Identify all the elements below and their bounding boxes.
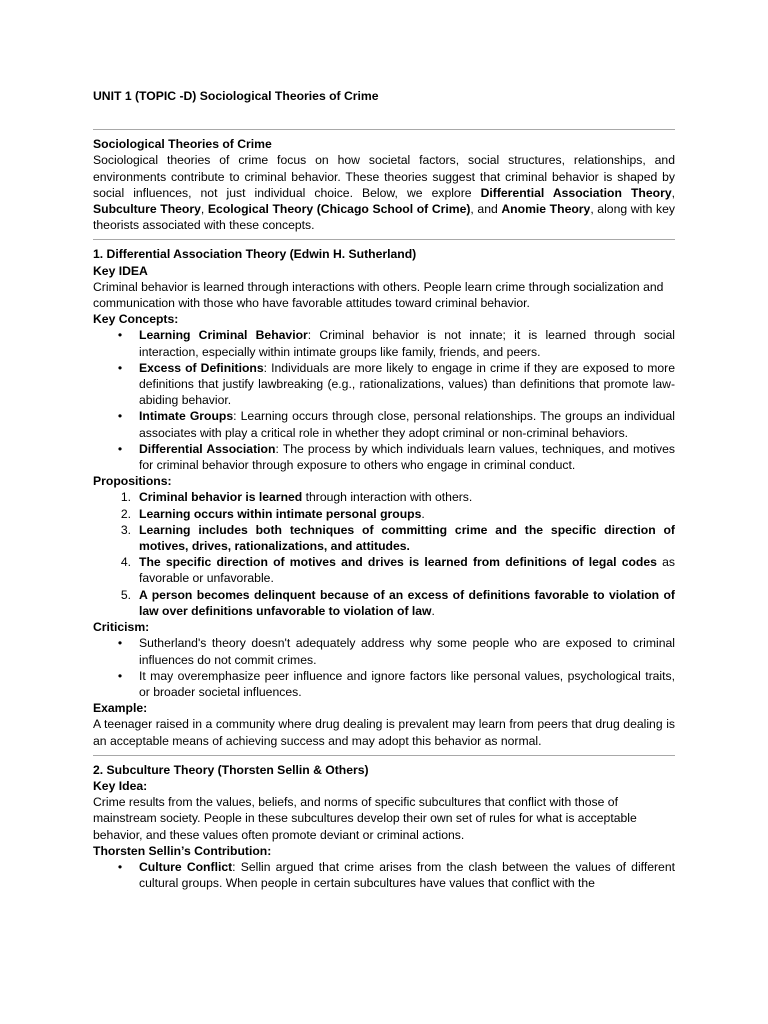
list-item <box>93 441 675 473</box>
definition: : Sellin argued that crime arises from the clash between the values of different cultural groups. When people in certain subcultures have values that conflict with the <box>139 859 675 891</box>
proposition-bold: A person becomes delinquent because of an excess of definitions favorable to violation of law over definitions unfavorable to violation of law <box>139 587 675 618</box>
propositions-label: Propositions: <box>93 474 172 489</box>
criticism-text: It may overemphasize peer influence and ignore factors like personal values, psychological traits, or broader societal influences. <box>139 668 675 699</box>
propositions-list <box>93 489 675 619</box>
key-concepts-list <box>93 327 675 473</box>
list-item <box>93 327 675 359</box>
item-number: 5. <box>120 587 131 602</box>
document-page <box>93 88 675 897</box>
proposition-rest: . <box>421 506 425 521</box>
bullet-icon: • <box>117 668 123 683</box>
definition: : The process by which individuals learn values, techniques, and motives for criminal behavior through exposure to others who engage in criminal conduct. <box>139 441 675 473</box>
item-number: 1. <box>120 490 131 505</box>
intro-section <box>93 130 675 239</box>
term: Excess of Definitions <box>139 360 264 375</box>
bullet-icon: • <box>117 409 123 424</box>
list-item <box>93 408 675 440</box>
list-item <box>93 522 675 554</box>
item-number: 2. <box>120 506 131 521</box>
intro-heading: Sociological Theories of Crime <box>93 137 272 152</box>
bullet-icon: • <box>117 328 123 343</box>
intro-paragraph <box>93 152 675 233</box>
term: Differential Association <box>139 441 276 456</box>
example-text: A teenager raised in a community where drug dealing is prevalent may learn from peers that drug dealing is an acceptable means of achieving success and may adopt this behavior as normal. <box>93 717 675 748</box>
criticism-text: Sutherland's theory doesn't adequately address why some people who are exposed to criminal influences do not commit crimes. <box>139 636 675 667</box>
document-title: UNIT 1 (TOPIC -D) Sociological Theories of Crime <box>93 89 379 103</box>
contribution-list <box>93 859 675 891</box>
list-item <box>93 587 675 619</box>
bullet-icon: • <box>117 360 123 375</box>
term: Learning Criminal Behavior <box>139 328 308 343</box>
proposition-rest: as favorable or unfavorable. <box>139 555 675 586</box>
definition: : Individuals are more likely to engage in crime if they are exposed to more definitions that justify lawbreaking (e.g., rationalizations, values) than definitions that promote law-abiding behavior. <box>139 360 675 408</box>
bullet-icon: • <box>117 441 123 456</box>
list-item <box>93 859 675 891</box>
section-heading: 2. Subculture Theory (Thorsten Sellin & Others) <box>93 762 369 777</box>
proposition-bold: The specific direction of motives and drives is learned from definitions of legal codes <box>139 555 657 570</box>
key-idea-label: Key Idea: <box>93 778 148 793</box>
term: Intimate Groups <box>139 409 234 424</box>
key-idea-label: Key IDEA <box>93 263 148 278</box>
item-number: 4. <box>120 555 131 570</box>
intro-term: Ecological Theory (Chicago School of Crime) <box>207 202 471 217</box>
section-subculture-theory <box>93 756 675 898</box>
intro-term: Anomie Theory <box>501 202 591 217</box>
list-item <box>93 360 675 409</box>
list-item <box>93 668 675 700</box>
key-idea-text: Crime results from the values, beliefs, and norms of specific subcultures that conflict with those of mainstream society. People in these subcultures develop their own set of rules for what is acceptable behavior, and these values often promote deviant or criminal actions. <box>93 795 637 842</box>
proposition-rest: through interaction with others. <box>302 490 473 505</box>
intro-text: , and <box>470 202 502 217</box>
term: Culture Conflict <box>139 859 233 874</box>
key-concepts-label: Key Concepts: <box>93 312 179 327</box>
proposition-bold: Criminal behavior is learned <box>139 490 303 505</box>
proposition-bold: Learning includes both techniques of committing crime and the specific direction of motives, drives, rationalizations, and attitudes. <box>139 522 675 554</box>
item-number: 3. <box>120 522 131 537</box>
proposition-bold: Learning occurs within intimate personal groups <box>139 506 422 521</box>
intro-term: Subculture Theory <box>93 202 201 217</box>
definition: : Learning occurs through close, personal relationships. The groups an individual associates with play a critical role in whether they adopt criminal or non-criminal behaviors. <box>139 409 676 440</box>
definition: : Criminal behavior is not innate; it is learned through social interaction, especially within intimate groups like family, friends, and peers. <box>139 328 675 359</box>
contribution-label: Thorsten Sellin’s Contribution: <box>93 843 272 858</box>
list-item <box>93 635 675 667</box>
section-heading: 1. Differential Association Theory (Edwin H. Sutherland) <box>93 247 417 262</box>
list-item <box>93 489 675 505</box>
intro-term: Differential Association Theory <box>480 185 672 200</box>
criticism-list <box>93 635 675 700</box>
list-item <box>93 506 675 522</box>
criticism-label: Criticism: <box>93 620 150 635</box>
bullet-icon: • <box>117 636 123 651</box>
section-differential-association <box>93 240 675 754</box>
intro-text: , <box>200 202 208 217</box>
bullet-icon: • <box>117 859 123 874</box>
key-idea-text: Criminal behavior is learned through interactions with others. People learn crime through socialization and communication with those who have favorable attitudes toward criminal behavior. <box>93 279 664 311</box>
proposition-rest: . <box>431 603 435 618</box>
intro-text: Sociological theories of crime focus on how societal factors, social structures, relationships, and environments contribute to criminal behavior. These theories suggest that criminal behavior is shaped by social influences, not just individual choice. Below, we explore <box>93 153 675 200</box>
list-item <box>93 554 675 586</box>
intro-text: , <box>671 185 675 200</box>
example-label: Example: <box>93 701 148 716</box>
intro-text: , along with key theorists associated with these concepts. <box>93 202 675 233</box>
